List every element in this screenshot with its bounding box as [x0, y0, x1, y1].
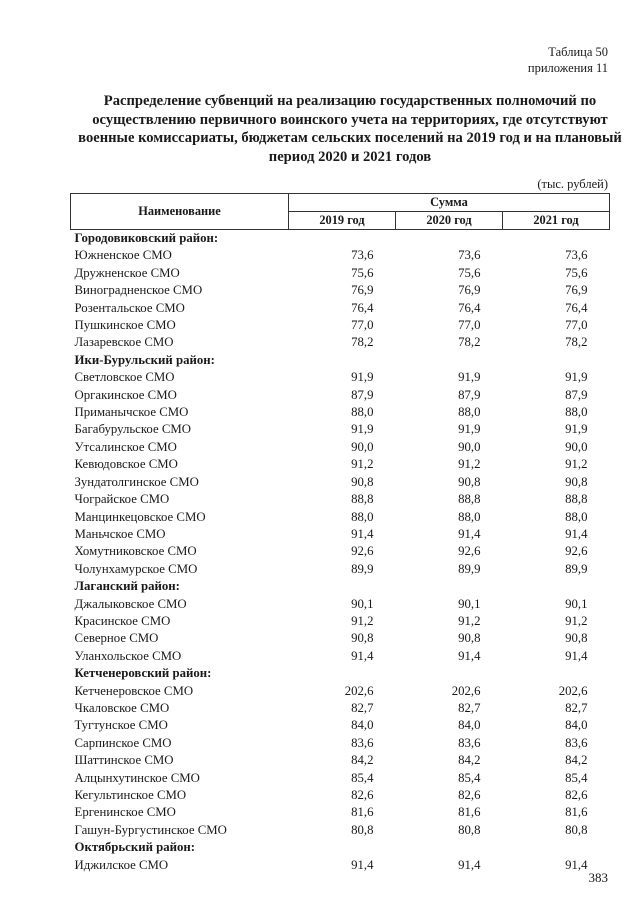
district-row — [71, 665, 610, 682]
settlement-name: Дружненское СМО — [74, 265, 180, 280]
amount-2021-cell: 82,6 — [565, 788, 588, 802]
amount-2019-cell: 92,6 — [351, 544, 374, 559]
table-row — [71, 247, 610, 264]
amount-2021-cell: 82,7 — [565, 700, 588, 715]
amount-2021-cell: 91,9 — [565, 422, 588, 437]
settlement-name: Уланхольское СМО — [74, 648, 182, 663]
amount-2020-cell: 90,0 — [458, 439, 481, 454]
amount-2020-cell: 89,9 — [458, 561, 481, 576]
table-row — [71, 404, 610, 421]
amount-2020-cell: 76,9 — [458, 283, 481, 298]
amount-2019-cell: 84,0 — [351, 718, 374, 733]
page-header — [528, 44, 608, 76]
amount-2019-cell: 76,9 — [351, 283, 374, 298]
amount-2019-cell: 73,6 — [351, 248, 374, 263]
settlement-name: Кевюдовское СМО — [74, 457, 178, 472]
settlement-name: Шаттинское СМО — [74, 753, 174, 768]
amount-2019-cell: 81,6 — [351, 805, 374, 820]
settlement-name: Чолунхамурское СМО — [74, 561, 198, 576]
subvention-table — [70, 193, 610, 874]
amount-2020-cell: 88,0 — [458, 405, 481, 420]
amount-2021-cell: 78,2 — [565, 335, 588, 350]
amount-2019-cell: 91,4 — [351, 526, 374, 541]
table-row — [71, 683, 610, 700]
page-number: 383 — [588, 870, 608, 885]
table-row — [71, 700, 610, 717]
settlement-name: Алцынхутинское СМО — [74, 770, 200, 785]
amount-2021-cell: 91,2 — [565, 457, 588, 472]
table-row — [71, 613, 610, 630]
amount-2021-cell: 88,0 — [565, 405, 588, 420]
amount-2019-cell: 91,4 — [351, 648, 374, 663]
settlement-name: Светловское СМО — [74, 370, 175, 385]
name-column-header: Наименование — [71, 194, 289, 230]
table-row — [71, 421, 610, 438]
table-row — [71, 300, 610, 317]
settlement-name: Ергенинское СМО — [74, 805, 176, 820]
table-row — [71, 282, 610, 299]
amount-2021-cell: 88,8 — [565, 492, 588, 507]
table-row — [71, 804, 610, 821]
amount-2020-cell: 91,4 — [458, 526, 481, 541]
year-2020-header: 2020 год — [396, 212, 503, 230]
amount-2020-cell: 90,8 — [458, 631, 481, 646]
amount-2019-cell: 90,0 — [351, 439, 374, 454]
table-row — [71, 474, 610, 491]
amount-2021-cell: 91,2 — [565, 613, 588, 628]
table-body — [71, 230, 610, 875]
amount-2019-cell: 90,8 — [351, 474, 374, 489]
settlement-name: Виноградненское СМО — [74, 283, 203, 298]
amount-2019-cell: 89,9 — [351, 561, 374, 576]
amount-2020-cell: 88,0 — [458, 509, 481, 524]
document-title: Распределение субвенций на реализацию государственных полномочий по осуществлению первичного воинского учета на территориях, где отсутствуют военные комиссариаты, бюджетам сельских поселений на 2019 год и на плановый период 2020 и 2021 годов — [78, 93, 622, 165]
amount-2020-cell: 91,2 — [458, 613, 481, 628]
amount-2021-cell: 202,6 — [558, 683, 588, 698]
amount-2020-cell: 90,8 — [458, 474, 481, 489]
amount-2019-cell: 88,0 — [351, 509, 374, 524]
amount-2021-cell: 84,2 — [565, 753, 588, 768]
amount-2019-cell: 88,0 — [351, 405, 374, 420]
table-row — [71, 561, 610, 578]
amount-2019-cell: 80,8 — [351, 822, 374, 837]
amount-2021-cell: 85,4 — [565, 770, 588, 785]
settlement-name: Чкаловское СМО — [74, 700, 170, 715]
settlement-name: Южненское СМО — [74, 248, 172, 263]
settlement-name: Кетченеровское СМО — [74, 683, 194, 698]
table-row — [71, 787, 610, 804]
amount-2020-cell: 90,1 — [458, 596, 481, 611]
settlement-name: Хомутниковское СМО — [74, 544, 197, 559]
sum-column-header: Сумма — [289, 194, 610, 212]
settlement-name: Джалыковское СМО — [74, 596, 187, 611]
amount-2021-cell: 80,8 — [565, 822, 588, 837]
district-name: Ики-Бурульский район: — [74, 352, 215, 367]
table-row — [71, 630, 610, 647]
table-row — [71, 543, 610, 560]
table-row — [71, 596, 610, 613]
table-row — [71, 369, 610, 386]
amount-2021-cell: 92,6 — [565, 544, 588, 559]
amount-2019-cell: 82,6 — [351, 788, 374, 802]
settlement-name: Розентальское СМО — [74, 300, 185, 315]
district-row — [71, 839, 610, 856]
amount-2021-cell: 75,6 — [565, 265, 588, 280]
table-row — [71, 822, 610, 839]
amount-2019-cell: 78,2 — [351, 335, 374, 350]
amount-2019-cell: 90,1 — [351, 596, 374, 611]
amount-2020-cell: 83,6 — [458, 735, 481, 750]
settlement-name: Иджилское СМО — [74, 857, 169, 872]
table-row — [71, 439, 610, 456]
amount-2019-cell: 91,9 — [351, 422, 374, 437]
settlement-name: Тугтунское СМО — [74, 718, 168, 733]
district-name: Кетченеровский район: — [74, 666, 212, 681]
table-row — [71, 265, 610, 282]
settlement-name: Гашун-Бургустинское СМО — [74, 822, 227, 837]
amount-2020-cell: 77,0 — [458, 318, 481, 333]
amount-2021-cell: 73,6 — [565, 248, 588, 263]
settlement-name: Приманычское СМО — [74, 405, 189, 420]
amount-2019-cell: 91,9 — [351, 370, 374, 385]
district-name: Городовиковский район: — [74, 231, 219, 245]
table-row — [71, 717, 610, 734]
amount-2020-cell: 202,6 — [451, 683, 481, 698]
amount-2021-cell: 89,9 — [565, 561, 588, 576]
table-row — [71, 648, 610, 665]
table-row — [71, 735, 610, 752]
amount-2020-cell: 73,6 — [458, 248, 481, 263]
table-row — [71, 334, 610, 351]
amount-2020-cell: 91,4 — [458, 648, 481, 663]
district-row — [71, 578, 610, 595]
amount-2020-cell: 78,2 — [458, 335, 481, 350]
appendix-label: приложения 11 — [527, 61, 608, 75]
table-row — [71, 456, 610, 473]
amount-2020-cell: 80,8 — [458, 822, 481, 837]
table-label: Таблица 50 — [548, 45, 608, 59]
amount-2019-cell: 76,4 — [351, 300, 374, 315]
amount-2019-cell: 88,8 — [351, 492, 374, 507]
settlement-name: Зундатолгинское СМО — [74, 474, 199, 489]
table-row — [71, 526, 610, 543]
settlement-name: Кегультинское СМО — [74, 788, 187, 802]
district-name: Лаганский район: — [74, 579, 180, 594]
settlement-name: Сарпинское СМО — [74, 735, 172, 750]
amount-2019-cell: 91,2 — [351, 613, 374, 628]
settlement-name: Северное СМО — [74, 631, 159, 646]
settlement-name: Манцинкецовское СМО — [74, 509, 206, 524]
district-row — [71, 352, 610, 369]
amount-2019-cell: 83,6 — [351, 735, 374, 750]
amount-2021-cell: 84,0 — [565, 718, 588, 733]
amount-2021-cell: 90,0 — [565, 439, 588, 454]
amount-2021-cell: 90,1 — [565, 596, 588, 611]
settlement-name: Красинское СМО — [74, 613, 171, 628]
amount-2021-cell: 81,6 — [565, 805, 588, 820]
year-2019-header: 2019 год — [289, 212, 396, 230]
amount-2021-cell: 91,4 — [565, 526, 588, 541]
table-row — [71, 857, 610, 874]
amount-2020-cell: 84,0 — [458, 718, 481, 733]
amount-2019-cell: 82,7 — [351, 700, 374, 715]
amount-2021-cell: 87,9 — [565, 387, 588, 402]
table-row — [71, 509, 610, 526]
settlement-name: Пушкинское СМО — [74, 318, 176, 333]
amount-2021-cell: 91,9 — [565, 370, 588, 385]
settlement-name: Багабурульское СМО — [74, 422, 192, 437]
table-row — [71, 317, 610, 334]
amount-2019-cell: 75,6 — [351, 265, 374, 280]
settlement-name: Чограйское СМО — [74, 492, 170, 507]
table-row — [71, 387, 610, 404]
amount-2021-cell: 91,4 — [565, 857, 588, 872]
amount-2021-cell: 91,4 — [565, 648, 588, 663]
amount-2019-cell: 90,8 — [351, 631, 374, 646]
amount-2020-cell: 91,9 — [458, 422, 481, 437]
settlement-name: Лазаревское СМО — [74, 335, 174, 350]
amount-2020-cell: 91,2 — [458, 457, 481, 472]
amount-2021-cell: 90,8 — [565, 474, 588, 489]
year-2021-header: 2021 год — [503, 212, 610, 230]
amount-2020-cell: 75,6 — [458, 265, 481, 280]
table-row — [71, 491, 610, 508]
amount-2021-cell: 90,8 — [565, 631, 588, 646]
amount-2021-cell: 77,0 — [565, 318, 588, 333]
amount-2021-cell: 76,4 — [565, 300, 588, 315]
amount-2020-cell: 76,4 — [458, 300, 481, 315]
amount-2021-cell: 83,6 — [565, 735, 588, 750]
amount-2021-cell: 76,9 — [565, 283, 588, 298]
amount-2020-cell: 82,7 — [458, 700, 481, 715]
settlement-name: Маньчское СМО — [74, 526, 166, 541]
amount-2020-cell: 84,2 — [458, 753, 481, 768]
table-row — [71, 752, 610, 769]
amount-2020-cell: 87,9 — [458, 387, 481, 402]
units-label: (тыс. рублей) — [537, 177, 608, 191]
amount-2020-cell: 91,9 — [458, 370, 481, 385]
amount-2019-cell: 85,4 — [351, 770, 374, 785]
amount-2019-cell: 84,2 — [351, 753, 374, 768]
amount-2020-cell: 91,4 — [458, 857, 481, 872]
settlement-name: Утсалинское СМО — [74, 439, 177, 454]
table-row — [71, 770, 610, 787]
amount-2019-cell: 87,9 — [351, 387, 374, 402]
amount-2020-cell: 81,6 — [458, 805, 481, 820]
amount-2020-cell: 82,6 — [458, 788, 481, 802]
amount-2019-cell: 202,6 — [344, 683, 374, 698]
amount-2019-cell: 77,0 — [351, 318, 374, 333]
amount-2019-cell: 91,4 — [351, 857, 374, 872]
district-name: Октябрьский район: — [74, 840, 196, 855]
settlement-name: Оргакинское СМО — [74, 387, 177, 402]
amount-2020-cell: 92,6 — [458, 544, 481, 559]
district-row — [71, 230, 610, 248]
amount-2020-cell: 85,4 — [458, 770, 481, 785]
amount-2019-cell: 91,2 — [351, 457, 374, 472]
amount-2020-cell: 88,8 — [458, 492, 481, 507]
amount-2021-cell: 88,0 — [565, 509, 588, 524]
